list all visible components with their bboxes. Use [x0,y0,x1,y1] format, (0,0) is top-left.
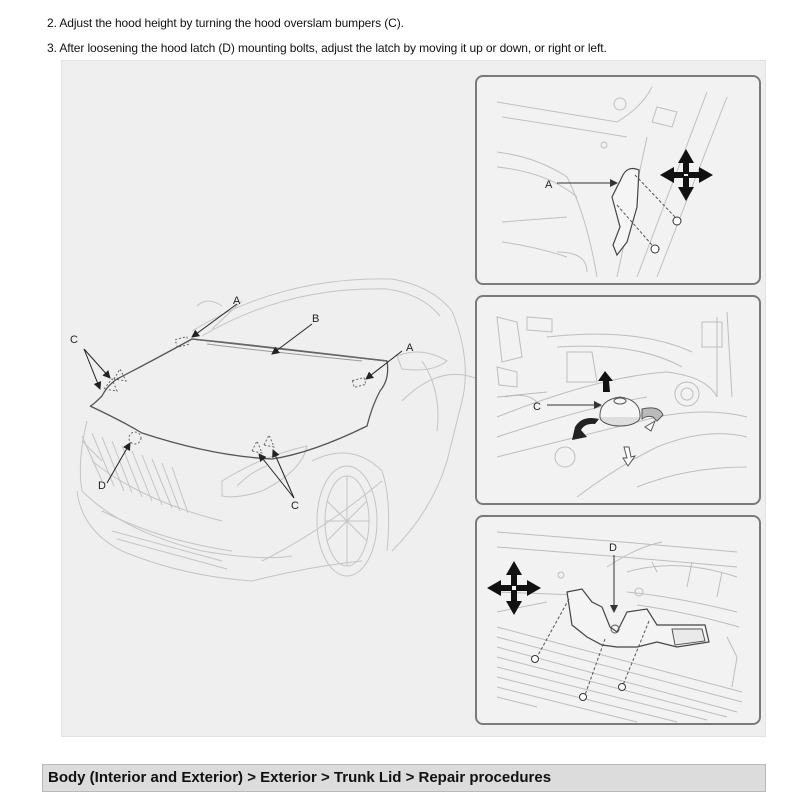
callout-label-c-left: C [70,334,78,346]
rotate-adjust-arrows-icon [572,418,599,440]
detail-panel-overslam-bumper [475,295,761,505]
callout-label-c-right: C [291,500,299,512]
panel-d-callout-label: D [609,542,617,554]
panel-c-callout-label: C [533,401,541,413]
callout-label-d: D [98,480,106,492]
four-way-move-arrows-icon [660,149,713,201]
panel-a-callout-label: A [545,179,553,191]
callout-label-a-right: A [406,342,414,354]
instruction-step-2: 2. Adjust the hood height by turning the hood overslam bumpers (C). [47,16,404,30]
detail-panel-hood-latch [475,515,761,725]
four-way-move-arrows-icon [487,561,541,615]
detail-panel-hood-hinge [475,75,761,285]
instruction-step-3: 3. After loosening the hood latch (D) mounting bolts, adjust the latch by moving it up or down, or right or left. [47,41,607,55]
hood-adjustment-figure [61,60,766,737]
callout-label-a-left: A [233,295,241,307]
breadcrumb: Body (Interior and Exterior) > Exterior > Trunk Lid > Repair procedures [42,764,766,792]
callout-label-b: B [312,313,320,325]
